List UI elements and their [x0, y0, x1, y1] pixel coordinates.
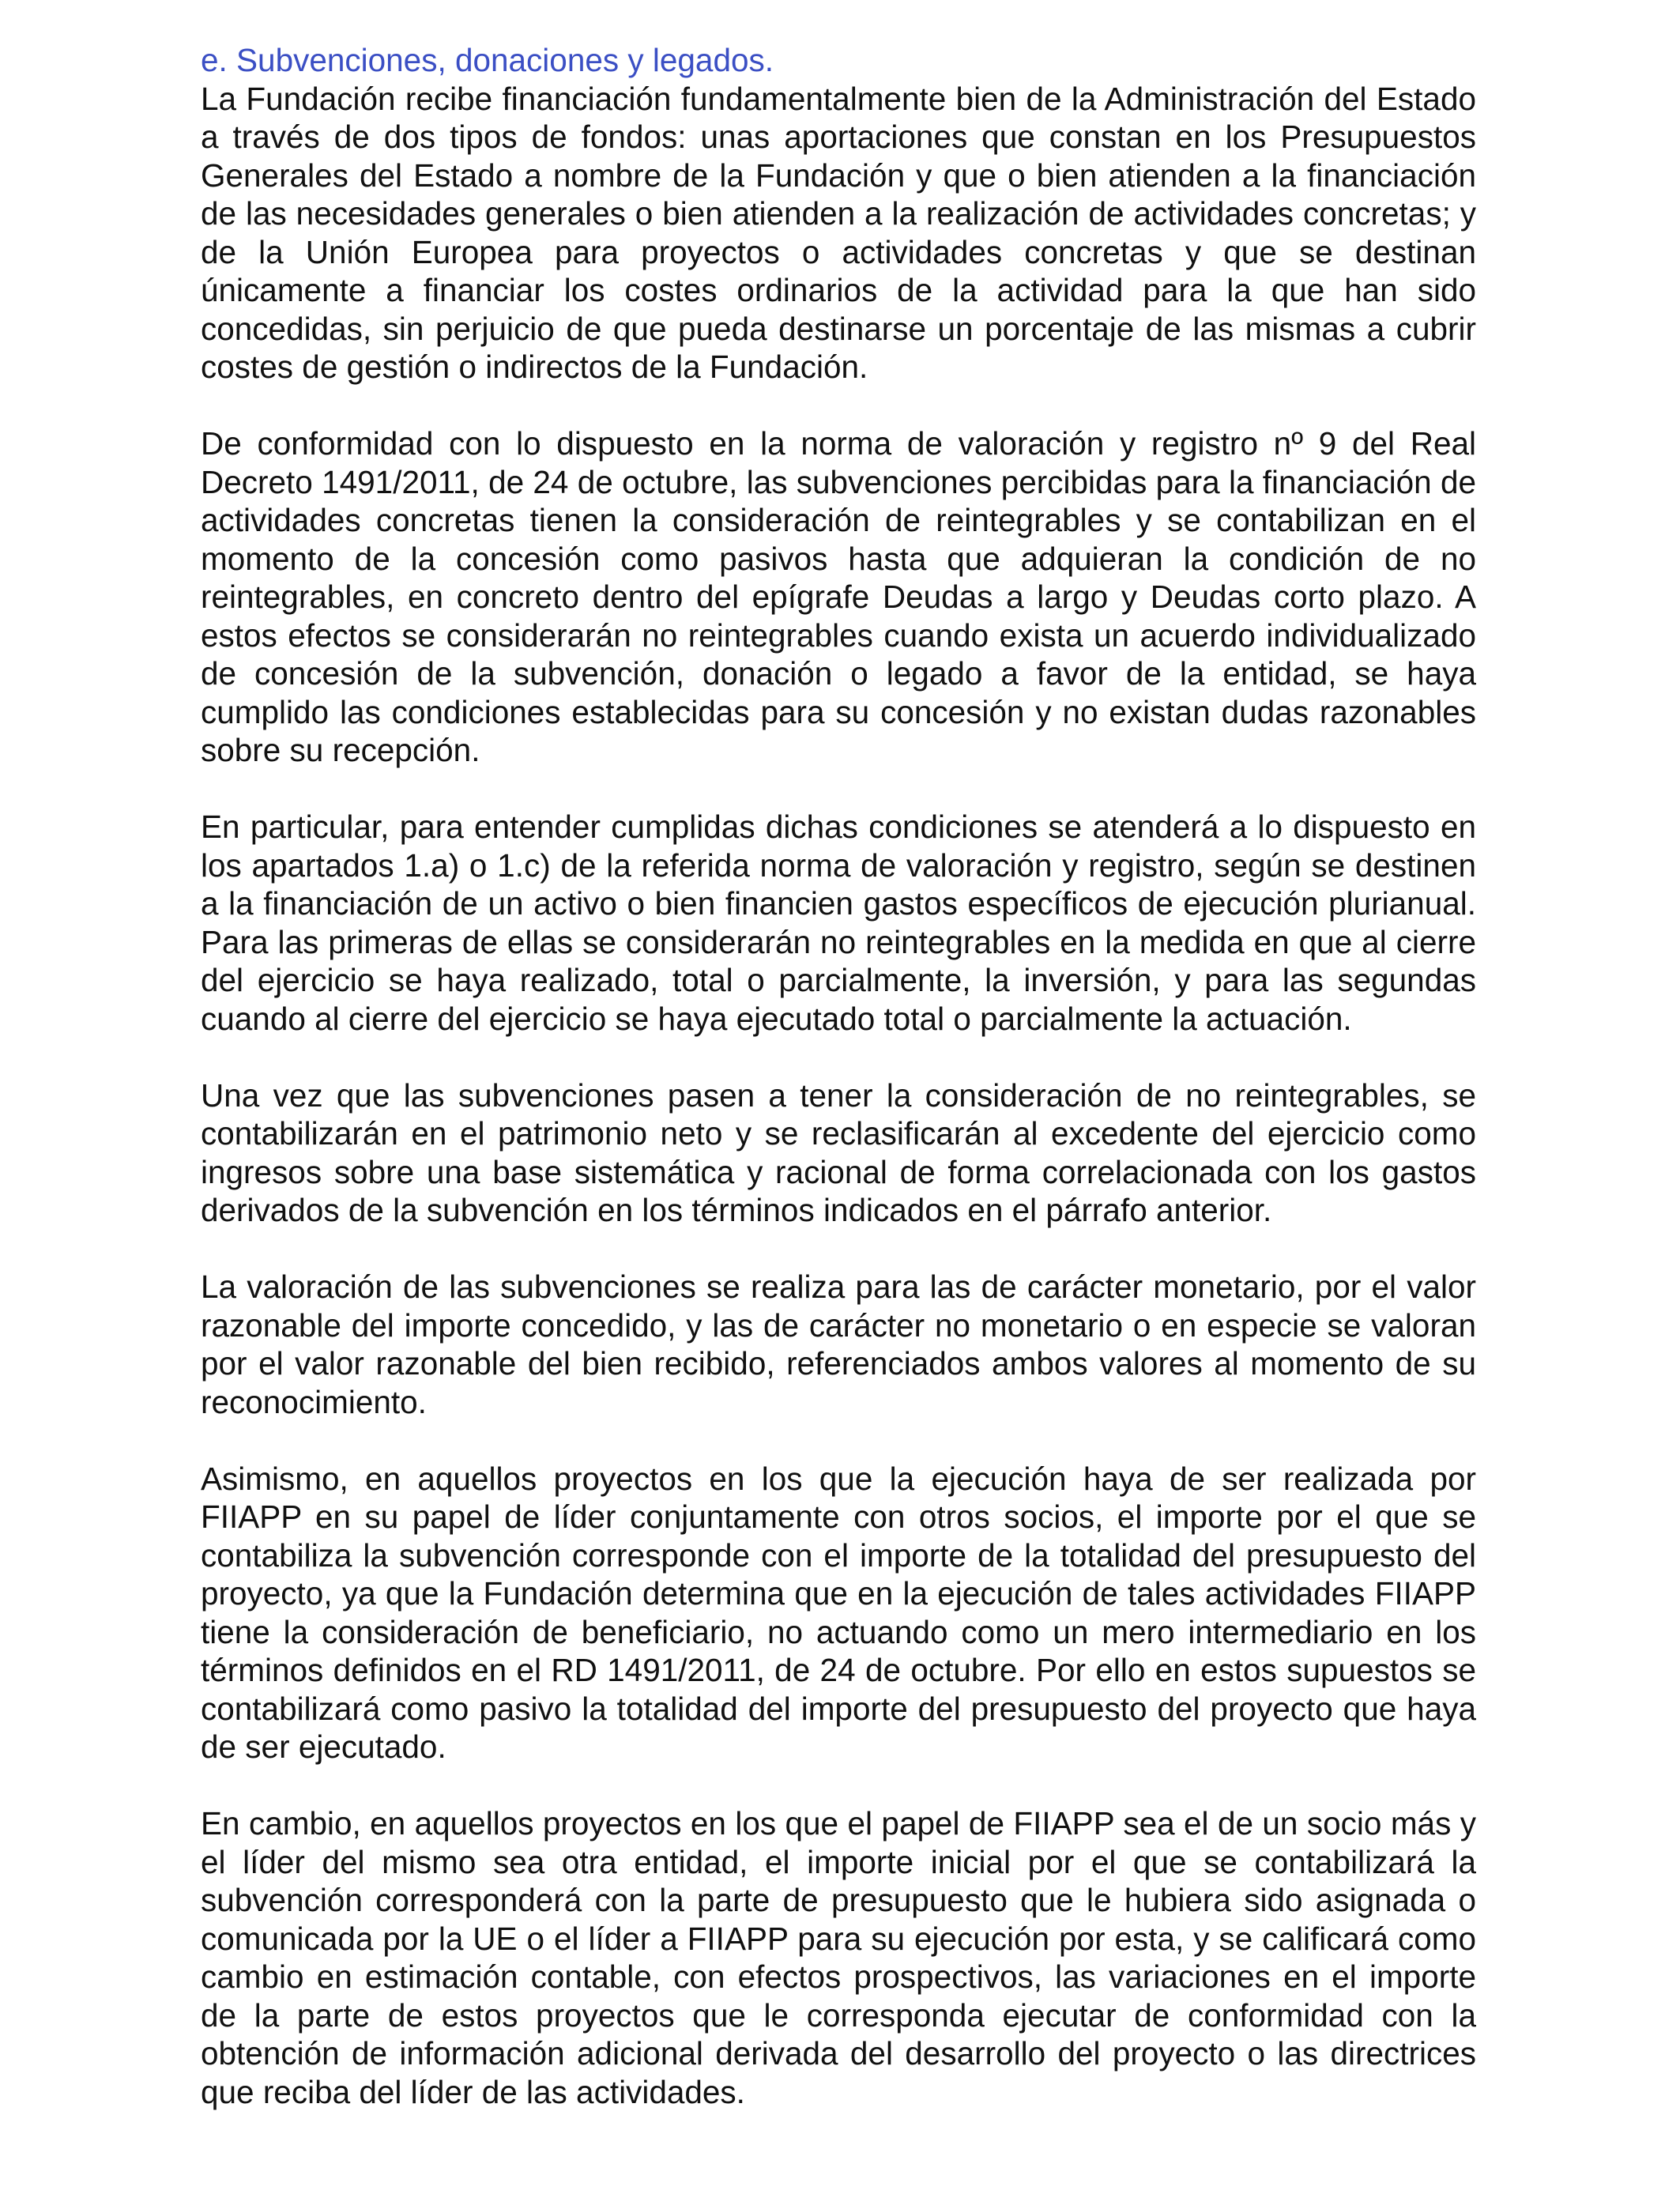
paragraph-financing-sources: La Fundación recibe financiación fundamentalmente bien de la Administración del Estado a través de dos tipos de fondos: unas aportaciones que constan en los Presupuestos Generales del Estado a nombre de la Fundación y que o bien atienden a la financiación de las necesidades generales o bien atienden a la realización de actividades concretas; y de la Unión Europea para proyectos o actividades concretas y que se destinan únicamente a financiar los costes ordinarios de la actividad para la que han sido concedidas, sin perjuicio de que pueda destinarse un porcentaje de las mismas a cubrir costes de gestión o indirectos de la Fundación.: [201, 80, 1476, 385]
paragraph-partner-projects: En cambio, en aquellos proyectos en los que el papel de FIIAPP sea el de un socio más y el líder del mismo sea otra entidad, el importe inicial por el que se contabilizará la subvención corresponderá con la parte de presupuesto que le hubiera sido asignada o comunicada por la UE o el líder a FIIAPP para su ejecución por esta, y se calificará como cambio en estimación contable, con efectos prospectivos, las variaciones en el importe de la parte de estos proyectos que le corresponda ejecutar de conformidad con la obtención de información adicional derivada del desarrollo del proyecto o las directrices que reciba del líder de las actividades.: [201, 1805, 1476, 2110]
paragraph-net-equity: Una vez que las subvenciones pasen a tener la consideración de no reintegrables, se contabilizarán en el patrimonio neto y se reclasificarán al excedente del ejercicio como ingresos sobre una base sistemática y racional de forma correlacionada con los gastos derivados de la subvención en los términos indicados en el párrafo anterior.: [201, 1076, 1476, 1228]
document-page: [201, 41, 1476, 2150]
section-heading: e. Subvenciones, donaciones y legados.: [201, 42, 774, 78]
paragraph-leader-projects: Asimismo, en aquellos proyectos en los que la ejecución haya de ser realizada por FIIAPP en su papel de líder conjuntamente con otros socios, el importe por el que se contabiliza la subvención corresponde con el importe de la totalidad del presupuesto del proyecto, ya que la Fundación determina que en la ejecución de tales actividades FIIAPP tiene la consideración de beneficiario, no actuando como un mero intermediario en los términos definidos en el RD 1491/2011, de 24 de octubre. Por ello en estos supuestos se contabilizará como pasivo la totalidad del importe del presupuesto del proyecto que haya de ser ejecutado.: [201, 1460, 1476, 1765]
paragraph-valuation: La valoración de las subvenciones se realiza para las de carácter monetario, por el valor razonable del importe concedido, y las de carácter no monetario o en especie se valoran por el valor razonable del bien recibido, referenciados ambos valores al momento de su reconocimiento.: [201, 1269, 1476, 1420]
paragraph-conditions: En particular, para entender cumplidas dichas condiciones se atenderá a lo dispuesto en los apartados 1.a) o 1.c) de la referida norma de valoración y registro, según se destinen a la financiación de un activo o bien financien gastos específicos de ejecución plurianual. Para las primeras de ellas se considerarán no reintegrables en la medida en que al cierre del ejercicio se haya realizado, total o parcialmente, la inversión, y para las segundas cuando al cierre del ejercicio se haya ejecutado total o parcialmente la actuación.: [201, 809, 1476, 1037]
paragraph-valuation-rule: De conformidad con lo dispuesto en la norma de valoración y registro nº 9 del Real Decreto 1491/2011, de 24 de octubre, las subvenciones percibidas para la financiación de actividades concretas tienen la consideración de reintegrables y se contabilizan en el momento de la concesión como pasivos hasta que adquieran la condición de no reintegrables, en concreto dentro del epígrafe Deudas a largo y Deudas corto plazo. A estos efectos se considerarán no reintegrables cuando exista un acuerdo individualizado de concesión de la subvención, donación o legado a favor de la entidad, se haya cumplido las condiciones establecidas para su concesión y no existan dudas razonables sobre su recepción.: [201, 425, 1476, 768]
